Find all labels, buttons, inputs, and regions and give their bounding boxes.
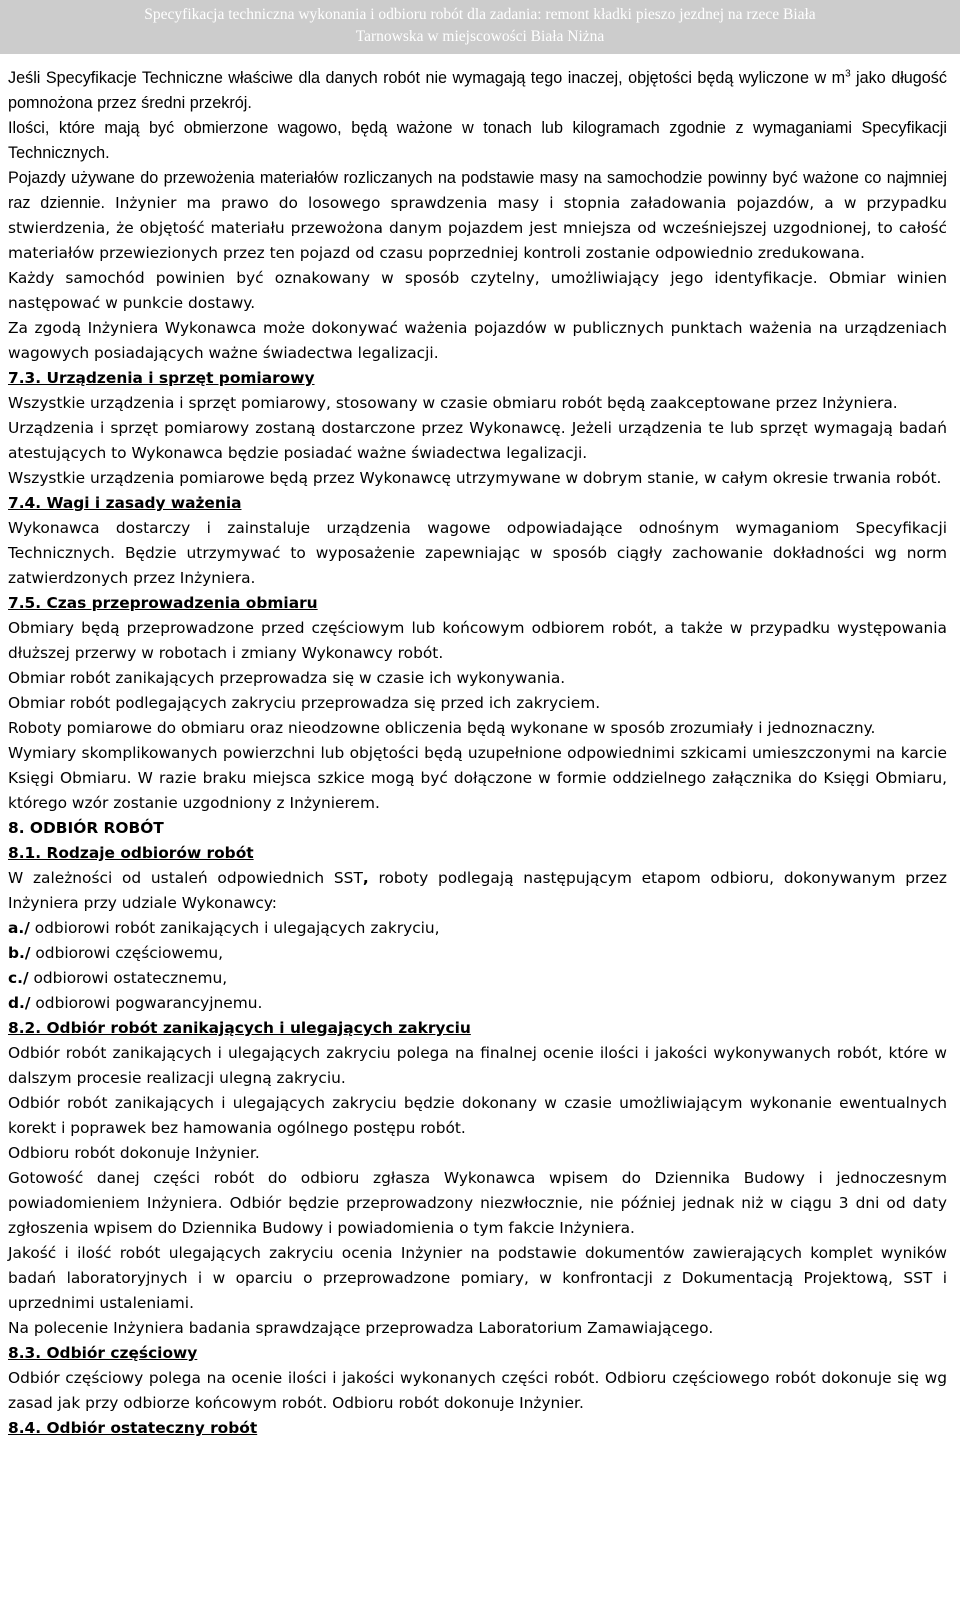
paragraph: Urządzenia i sprzęt pomiarowy zostaną dostarczone przez Wykonawcę. Jeżeli urządzenia te lub sprzęt wymagają badań atestujących to Wykonawca będzie posiadać ważne świadectwa legalizacji. <box>8 419 947 462</box>
paragraph: Wszystkie urządzenia pomiarowe będą przez Wykonawcę utrzymywane w dobrym stanie, w całym okresie trwania robót. <box>8 469 942 487</box>
paragraph: Gotowość danej części robót do odbioru zgłasza Wykonawca wpisem do Dziennika Budowy i jednoczesnym powiadomieniem Inżyniera. Odbiór będzie przeprowadzony niezwłocznie, nie później jednak niż w ciągu 3 dni od daty zgłoszenia wpisem do Dziennika Budowy i powiadomienia o tym fakcie Inżyniera. <box>8 1169 947 1237</box>
paragraph: Wykonawca dostarczy i zainstaluje urządzenia wagowe odpowiadające odnośnym wymaganiom Specyfikacji Technicznych. Będzie utrzymywać to wyposażenie zapewniając w sposób ciągły zachowanie dokładności wg norm zatwierdzonych przez Inżyniera. <box>8 519 947 587</box>
header-line-2: Tarnowska w miejscowości Biała Niżna <box>355 28 605 45</box>
page-header <box>0 0 960 54</box>
section-heading <box>8 366 947 391</box>
document-body <box>8 66 947 1441</box>
heading-text: 8.3. Odbiór częściowy <box>8 1344 198 1362</box>
paragraph: Wymiary skomplikowanych powierzchni lub objętości będą uzupełnione odpowiednimi szkicami umieszczonymi na karcie Księgi Obmiaru. W razie braku miejsca szkice mogą być dołączone w formie oddzielnego załącznika do Księgi Obmiaru, którego wzór zostanie uzgodniony z Inżynierem. <box>8 744 947 812</box>
paragraph: Odbiór robót zanikających i ulegających zakryciu będzie dokonany w czasie umożliwiającym wykonanie ewentualnych korekt i poprawek bez hamowania ogólnego postępu robót. <box>8 1094 947 1137</box>
list-item-text: odbiorowi pogwarancyjnemu. <box>30 994 263 1012</box>
list-marker: d./ <box>8 994 31 1012</box>
superscript: 3 <box>845 68 851 80</box>
paragraph-text: roboty podlegają następującym etapom odbioru, dokonywanym przez Inżyniera przy udziale Wykonawcy: <box>8 869 947 912</box>
paragraph-text: Jeśli Specyfikacje Techniczne właściwe dla danych robót nie wymagają tego inaczej, objętości będą wyliczone w m <box>8 69 846 87</box>
paragraph: Obmiar robót zanikających przeprowadza się w czasie ich wykonywania. <box>8 669 566 687</box>
paragraph: Wszystkie urządzenia i sprzęt pomiarowy, stosowany w czasie obmiaru robót będą zaakceptowane przez Inżyniera. <box>8 394 898 412</box>
list-item <box>8 991 947 1016</box>
chapter-heading: 8. ODBIÓR ROBÓT <box>8 819 164 837</box>
paragraph: Odbioru robót dokonuje Inżynier. <box>8 1144 260 1162</box>
paragraph: Za zgodą Inżyniera Wykonawca może dokonywać ważenia pojazdów w publicznych punktach ważenia na urządzeniach wagowych posiadających ważne świadectwa legalizacji. <box>8 319 947 362</box>
section-heading <box>8 491 947 516</box>
heading-text: 8.4. Odbiór ostateczny robót <box>8 1419 258 1437</box>
paragraph <box>8 66 947 116</box>
list-item <box>8 941 947 966</box>
paragraph-text: jako długość pomnożona przez średni przekrój. <box>8 69 947 112</box>
paragraph: Ilości, które mają być obmierzone wagowo, będą ważone w tonach lub kilogramach zgodnie z wymaganiami Specyfikacji Technicznych. <box>8 119 947 162</box>
section-heading <box>8 1416 947 1441</box>
paragraph-text: Inżynier ma prawo do losowego sprawdzenia masy i stopnia załadowania pojazdów, a w przypadku stwierdzenia, że objętość materiału przewożona danym pojazdem jest mniejsza od wcześniejszej uzgodnionej, to całość materiałów przewiezionych przez ten pojazd od czasu poprzedniej kontroli zostanie odpowiednio zredukowana. <box>8 194 947 262</box>
heading-text: 7.4. Wagi i zasady ważenia <box>8 494 242 512</box>
paragraph: Na polecenie Inżyniera badania sprawdzające przeprowadza Laboratorium Zamawiającego. <box>8 1319 714 1337</box>
list-item <box>8 966 947 991</box>
paragraph: Odbiór robót zanikających i ulegających zakryciu polega na finalnej ocenie ilości i jakości wykonywanych robót, które w dalszym procesie realizacji ulegną zakryciu. <box>8 1044 947 1087</box>
section-heading <box>8 1016 947 1041</box>
paragraph <box>8 866 947 916</box>
list-item-text: odbiorowi robót zanikających i ulegających zakryciu, <box>29 919 440 937</box>
section-heading <box>8 1341 947 1366</box>
paragraph: Obmiar robót podlegających zakryciu przeprowadza się przed ich zakryciem. <box>8 694 601 712</box>
paragraph: Roboty pomiarowe do obmiaru oraz nieodzowne obliczenia będą wykonane w sposób zrozumiały i jednoznaczny. <box>8 719 876 737</box>
list-marker: c./ <box>8 969 29 987</box>
paragraph-text: W zależności od ustaleń odpowiednich SST <box>8 869 363 887</box>
paragraph: Jakość i ilość robót ulegających zakryciu ocenia Inżynier na podstawie dokumentów zawierających komplet wyników badań laboratoryjnych i w oparciu o przeprowadzone pomiary, w konfrontacji z Dokumentacją Projektową, SST i uprzednimi ustaleniami. <box>8 1244 947 1312</box>
bold-comma: , <box>362 869 369 887</box>
list-item-text: odbiorowi ostatecznemu, <box>28 969 228 987</box>
list-item-text: odbiorowi częściowemu, <box>30 944 224 962</box>
heading-text: 7.5. Czas przeprowadzenia obmiaru <box>8 594 318 612</box>
list-item <box>8 916 947 941</box>
header-line-1: Specyfikacja techniczna wykonania i odbioru robót dla zadania: remont kładki pieszo jezdnej na rzece Biała <box>144 6 816 23</box>
paragraph: Każdy samochód powinien być oznakowany w sposób czytelny, umożliwiający jego identyfikacje. Obmiar winien następować w punkcie dostawy. <box>8 269 947 312</box>
heading-text: 7.3. Urządzenia i sprzęt pomiarowy <box>8 369 315 387</box>
paragraph: Obmiary będą przeprowadzone przed częściowym lub końcowym odbiorem robót, a także w przypadku występowania dłuższej przerwy w robotach i zmiany Wykonawcy robót. <box>8 619 947 662</box>
paragraph: Odbiór częściowy polega na ocenie ilości i jakości wykonanych części robót. Odbioru częściowego robót dokonuje się wg zasad jak przy odbiorze końcowym robót. Odbioru robót dokonuje Inżynier. <box>8 1369 947 1412</box>
paragraph <box>8 166 947 266</box>
section-heading <box>8 841 947 866</box>
heading-text: 8.1. Rodzaje odbiorów robót <box>8 844 254 862</box>
heading-text: 8.2. Odbiór robót zanikających i ulegających zakryciu <box>8 1019 471 1037</box>
list-marker: a./ <box>8 919 30 937</box>
section-heading <box>8 591 947 616</box>
paragraph-text: Pojazdy używane do przewożenia materiałów rozliczanych na podstawie masy na samochodzie powinny być ważone co najmniej raz dziennie. <box>8 169 947 212</box>
list-marker: b./ <box>8 944 31 962</box>
